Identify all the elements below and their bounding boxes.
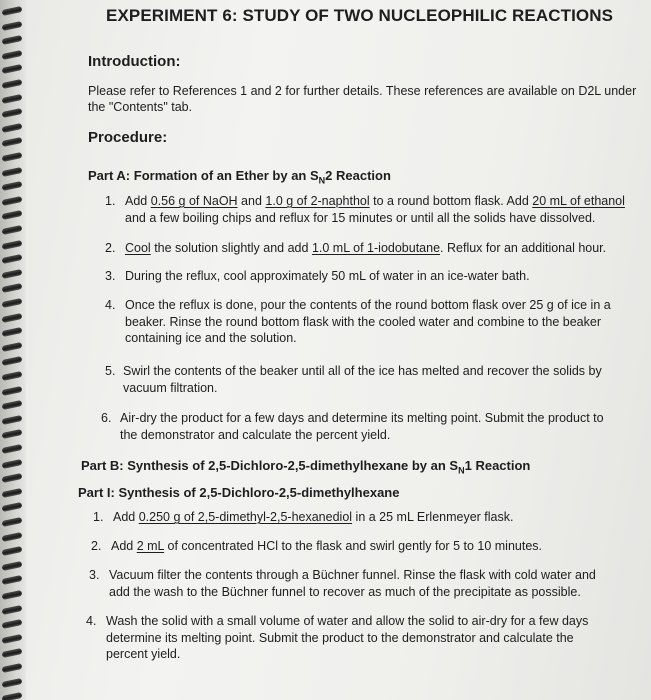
underlined-quantity: 0.56 g of NaOH	[150, 194, 238, 208]
binding-coil	[2, 167, 23, 177]
part-b-heading-suffix: 1 Reaction	[464, 458, 531, 473]
binding-coil	[2, 342, 23, 352]
binding-coil	[2, 619, 23, 629]
step-line	[125, 314, 611, 331]
step-line	[125, 210, 625, 227]
step-line	[109, 584, 596, 601]
step-number: 2.	[91, 539, 102, 553]
underlined-quantity: 1.0 g of 2-naphthol	[265, 194, 370, 208]
step-line	[106, 630, 588, 647]
binding-coil	[2, 196, 23, 206]
step-text-segment: and a few boiling chips and reflux for 15 minutes or until all the solids have dissolved.	[125, 210, 596, 225]
binding-coil	[2, 502, 23, 512]
step-text-segment: the solution slightly and add	[150, 241, 312, 255]
binding-coil	[2, 254, 23, 264]
step-text-segment: Add	[125, 194, 151, 208]
step-number: 1.	[105, 194, 116, 208]
part-a-heading	[88, 168, 391, 186]
step-text	[106, 613, 588, 663]
binding-coil	[2, 35, 23, 45]
step-line	[125, 330, 611, 347]
step-text-segment: Wash the solid with a small volume of water and allow the solid to air-dry for a few days	[106, 614, 589, 628]
binding-coil	[2, 546, 23, 556]
step-text	[125, 297, 611, 347]
step-text-segment: in a 25 mL Erlenmeyer flask.	[352, 510, 514, 524]
underlined-quantity: 2 mL	[136, 539, 165, 553]
step-line	[123, 363, 602, 380]
binding-coil	[2, 181, 23, 191]
binding-coil	[2, 94, 23, 104]
step-text-segment: . Reflux for an additional hour.	[440, 241, 607, 255]
step-line	[125, 268, 530, 285]
step-text-segment: add the wash to the Büchner funnel to recover as much of the precipitate as possible.	[109, 584, 581, 599]
step-line	[113, 509, 513, 526]
binding-coil	[2, 678, 23, 688]
step-line	[111, 538, 542, 555]
binding-coil	[2, 648, 23, 658]
binding-coil	[2, 605, 23, 615]
step-line	[120, 427, 604, 444]
part-a-heading-subscript: N	[318, 175, 326, 186]
step-text-segment: Air-dry the product for a few days and determine its melting point. Submit the product to	[120, 411, 604, 425]
underlined-quantity: 0.250 g of 2,5-dimethyl-2,5-hexanediol	[138, 510, 353, 524]
step-text	[125, 193, 625, 226]
step-line	[120, 410, 604, 427]
binding-coil	[2, 313, 23, 323]
binding-coil	[2, 50, 23, 60]
step-line	[125, 297, 611, 314]
binding-coil	[2, 210, 23, 220]
binding-coil	[2, 692, 23, 700]
step-number: 3.	[89, 568, 100, 582]
binding-coil	[2, 400, 23, 410]
step-text-segment: of concentrated HCl to the flask and swirl gently for 5 to 10 minutes.	[164, 539, 543, 553]
binding-coil	[2, 269, 23, 279]
part-b-heading-subscript: N	[458, 465, 465, 476]
binding-coil	[2, 488, 23, 498]
underlined-quantity: 1.0 mL of 1-iodobutane	[311, 241, 441, 255]
binding-coil	[2, 663, 23, 673]
step-text-segment: determine its melting point. Submit the product to the demonstrator and calculate the	[106, 630, 574, 645]
binding-coil	[2, 532, 23, 542]
step-number: 1.	[93, 510, 104, 524]
binding-coil	[2, 415, 23, 425]
binding-coil	[2, 459, 23, 469]
underlined-quantity: Cool	[125, 241, 151, 255]
step-line	[109, 567, 596, 584]
step-text-segment: the demonstrator and calculate the percent yield.	[120, 427, 391, 442]
binding-coil	[2, 356, 23, 366]
step-text-segment: Swirl the contents of the beaker until all of the ice has melted and recover the solids by	[123, 364, 602, 378]
binding-coil	[2, 590, 23, 600]
step-number: 3.	[105, 269, 116, 283]
binding-coil	[2, 327, 23, 337]
step-text-segment: containing ice and the solution.	[125, 331, 297, 345]
step-text-segment: Add	[111, 539, 137, 553]
underlined-quantity: 20 mL of ethanol	[532, 194, 625, 208]
spiral-binding	[0, 0, 26, 700]
document-title: EXPERIMENT 6: STUDY OF TWO NUCLEOPHILIC REACTIONS	[106, 6, 614, 25]
step-number: 4.	[105, 298, 116, 312]
step-text-segment: Once the reflux is done, pour the contents of the round bottom flask over 25 g of ice in a	[125, 298, 611, 312]
binding-coil	[2, 152, 23, 162]
step-text	[125, 240, 606, 257]
step-text-segment: Vacuum filter the contents through a Büchner funnel. Rinse the flask with cold water and	[109, 568, 596, 582]
binding-coil	[2, 575, 23, 585]
binding-coil	[2, 444, 23, 454]
step-text	[113, 509, 513, 526]
step-text-segment: to a round bottom flask. Add	[369, 194, 533, 208]
step-text-segment: beaker. Rinse the round bottom flask with the cooled water and combine to the beaker	[125, 314, 601, 329]
step-text-segment: and	[237, 194, 266, 208]
binding-coil	[2, 21, 23, 31]
part-b-heading-prefix: Part B: Synthesis of 2,5-Dichloro-2,5-dimethylhexane by an S	[81, 458, 459, 473]
step-line	[125, 240, 606, 257]
binding-coil	[2, 429, 23, 439]
procedure-heading: Procedure:	[88, 129, 168, 146]
step-number: 6.	[101, 411, 112, 425]
step-text	[123, 363, 602, 396]
step-text	[109, 567, 596, 600]
binding-coil	[2, 517, 23, 527]
introduction-line: the "Contents" tab.	[88, 100, 193, 114]
step-number: 5.	[105, 364, 116, 378]
binding-coil	[2, 283, 23, 293]
binding-coil	[2, 225, 23, 235]
step-number: 4.	[86, 614, 97, 628]
step-text-segment: During the reflux, cool approximately 50 mL of water in an ice-water bath.	[125, 269, 530, 283]
binding-coil	[2, 561, 23, 571]
binding-coil	[2, 123, 23, 133]
binding-coil	[2, 108, 23, 118]
step-text-segment: Add	[113, 510, 139, 524]
binding-coil	[2, 298, 23, 308]
binding-coil	[2, 6, 23, 16]
step-text-segment: vacuum filtration.	[123, 380, 218, 395]
part-a-heading-suffix: 2 Reaction	[325, 168, 391, 183]
step-text	[111, 538, 542, 555]
step-text-segment: percent yield.	[106, 647, 181, 661]
binding-coil	[2, 386, 23, 396]
binding-coil	[2, 64, 23, 74]
introduction-text	[88, 83, 636, 115]
binding-coil	[2, 371, 23, 381]
part-a-heading-prefix: Part A: Formation of an Ether by an S	[88, 168, 319, 183]
binding-coil	[2, 473, 23, 483]
introduction-line: Please refer to References 1 and 2 for further details. These references are available on D2L under	[88, 84, 637, 98]
step-line	[123, 380, 602, 397]
part-b-subpart-heading: Part I: Synthesis of 2,5-Dichloro-2,5-dimethylhexane	[78, 485, 400, 500]
part-b-heading	[81, 458, 530, 476]
binding-coil	[2, 79, 23, 89]
step-text	[120, 410, 604, 443]
step-number: 2.	[105, 241, 116, 255]
introduction-heading: Introduction:	[88, 53, 181, 70]
step-line	[106, 613, 588, 630]
step-line	[106, 646, 588, 663]
binding-coil	[2, 137, 23, 147]
binding-coil	[2, 634, 23, 644]
step-line	[125, 193, 625, 210]
step-text	[125, 268, 530, 285]
binding-coil	[2, 240, 23, 250]
